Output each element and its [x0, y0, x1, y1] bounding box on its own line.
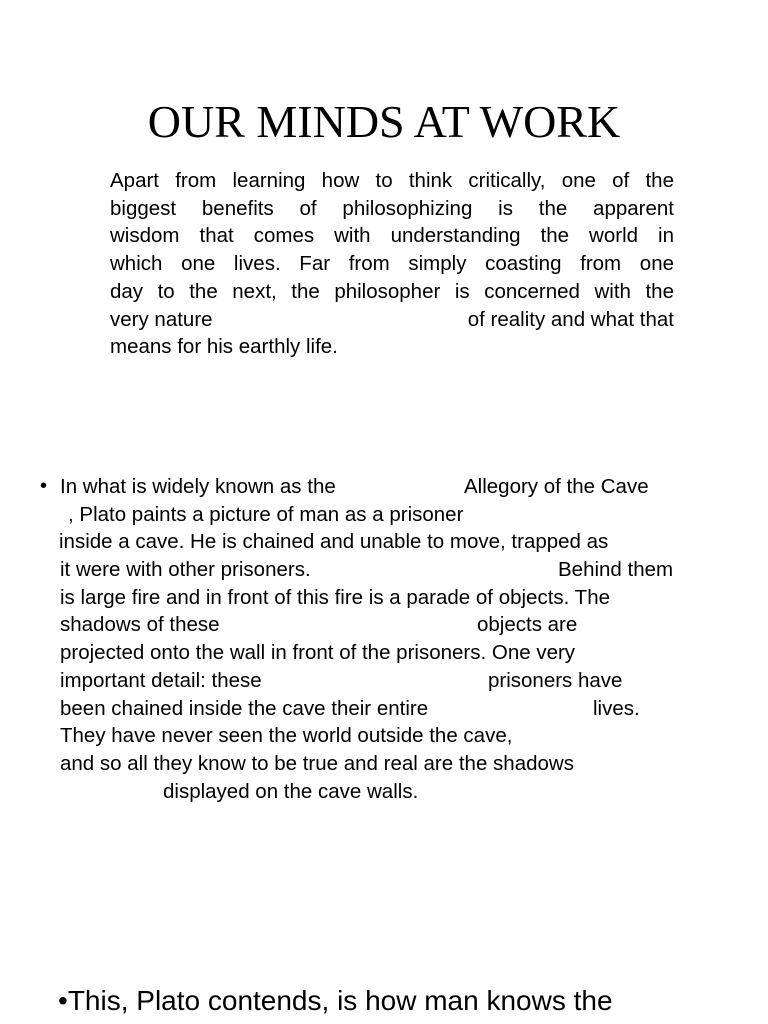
bullet-marker: •: [58, 985, 68, 1016]
bullet-text: inside a cave. He is chained and unable to move, trapped as: [59, 530, 609, 554]
bullet-text: displayed on the cave walls.: [163, 779, 419, 803]
bullet-text: This, Plato contends, is how man knows the: [67, 985, 613, 1016]
bullet-text: important detail: these: [60, 668, 262, 692]
bullet-line: [40, 639, 740, 667]
intro-line: day to the next, the philosopher is concerned with the: [110, 279, 674, 303]
bullet-text: it were with other prisoners.: [60, 558, 311, 582]
bullet-line: [40, 584, 740, 612]
intro-line: means for his earthly life.: [110, 335, 338, 359]
bullet-text: is large fire and in front of this fire is a parade of objects. The: [60, 585, 610, 609]
bullet-line: [40, 722, 740, 750]
bullet-allegory: [40, 473, 740, 805]
bullet-text: lives.: [593, 696, 640, 720]
bullet-line: [40, 528, 740, 556]
bullet-line: [40, 778, 740, 806]
bullet-text: prisoners have: [488, 668, 623, 692]
bullet-line: [40, 611, 740, 639]
bullet-text: been chained inside the cave their entire: [60, 696, 429, 720]
intro-line: [110, 306, 674, 334]
bullet-text: Allegory of the Cave: [464, 475, 649, 498]
intro-line-segment: of reality and what that: [467, 307, 674, 331]
bullet-line: [40, 667, 740, 695]
bullet-text: and so all they know to be true and real are the shadows: [60, 751, 574, 775]
bullet-line: [40, 556, 740, 584]
intro-paragraph: [110, 167, 674, 361]
bullet-text: , Plato paints a picture of man as a prisoner: [68, 502, 464, 526]
intro-line: biggest benefits of philosophizing is the apparent: [110, 196, 674, 220]
page-title: OUR MINDS AT WORK: [147, 96, 621, 147]
bullet-text: They have never seen the world outside the cave,: [60, 724, 513, 748]
bullet-plato-contends: [58, 983, 613, 1019]
bullet-line: [40, 501, 740, 529]
bullet-text: Behind them: [558, 558, 674, 582]
bullet-line: [40, 750, 740, 778]
bullet-line: [40, 473, 740, 501]
intro-line-segment: very nature: [110, 307, 213, 331]
bullet-marker: •: [40, 475, 48, 497]
bullet-text: shadows of these: [60, 613, 220, 637]
bullet-line: [40, 695, 740, 723]
intro-line: wisdom that comes with understanding the world in: [110, 224, 674, 248]
intro-line: which one lives. Far from simply coasting from one: [110, 252, 674, 276]
intro-line: Apart from learning how to think critically, one of the: [110, 169, 674, 192]
bullet-text: projected onto the wall in front of the prisoners. One very: [60, 641, 576, 665]
bullet-text: In what is widely known as the: [60, 475, 336, 498]
bullet-text: objects are: [477, 613, 578, 637]
